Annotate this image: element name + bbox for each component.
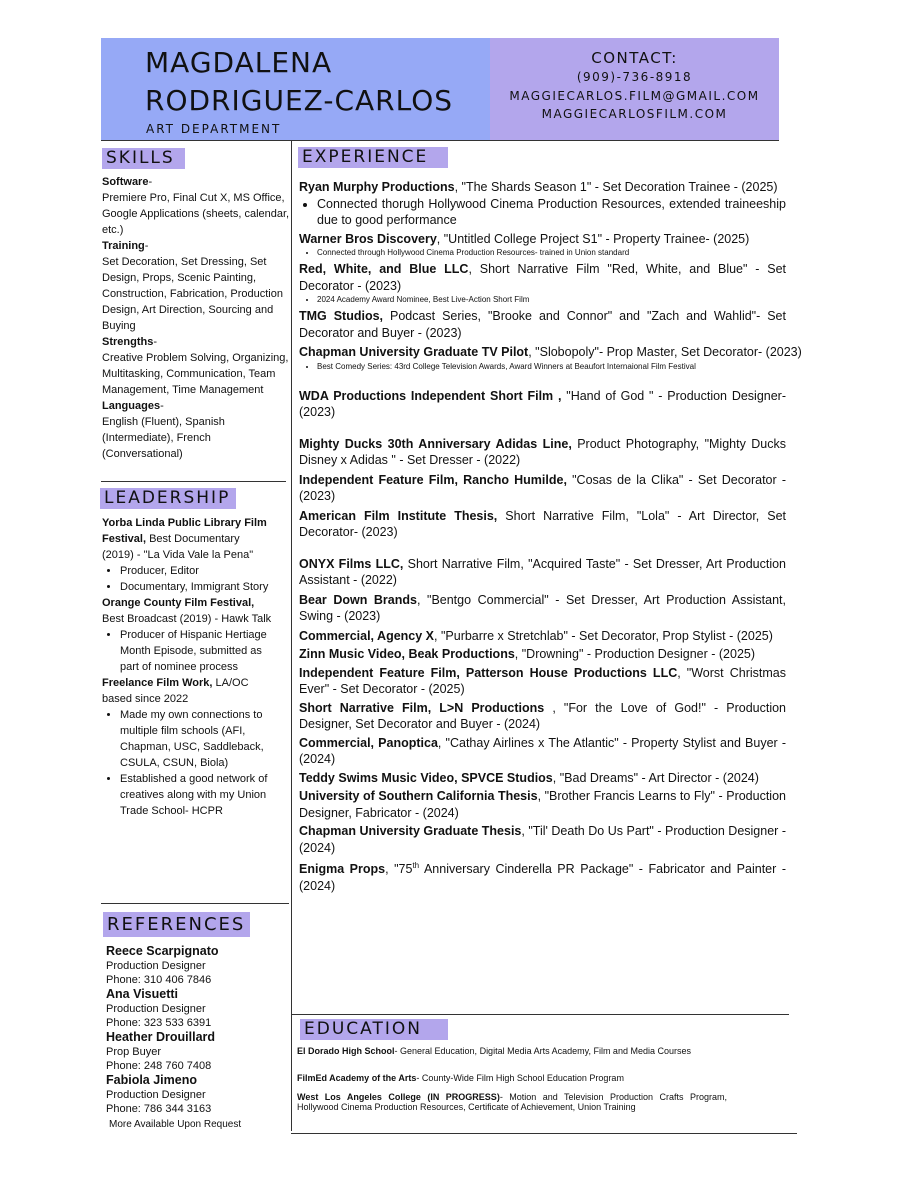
leadership-item: Freelance Film Work, LA/OC based since 2022 [102, 677, 249, 705]
leadership-item: Orange County Film Festival, Best Broadcast (2019) - Hawk Talk [102, 597, 272, 625]
experience-entry: TMG Studios, Podcast Series, "Brooke and Connor" and "Zach and Wahlid"- Set Decorator and Buyer - (2023) [299, 309, 786, 340]
skills-divider [101, 481, 286, 482]
experience-entry: Short Narrative Film, L>N Productions , "For the Love of God!" - Production Designer, Set Decorator and Buyer - (2024) [299, 700, 786, 731]
experience-section [299, 179, 802, 894]
reference-role: Production Designer [106, 1089, 206, 1101]
skills-languages-text: English (Fluent), Spanish (Intermediate), French (Conversational) [102, 416, 225, 460]
experience-entry: Independent Feature Film, Patterson House Productions LLC, "Worst Christmas Ever" - Set Decorator - (2025) [299, 665, 786, 696]
education-entry: El Dorado High School- General Education, Digital Media Arts Academy, Film and Media Courses [297, 1046, 691, 1056]
experience-entry: American Film Institute Thesis, Short Narrative Film, "Lola" - Art Director, Set Decorator- (2023) [299, 508, 787, 539]
name-last: RODRIGUEZ-CARLOS [145, 84, 454, 117]
contact-email: MAGGIECARLOS.FILM@GMAIL.COM [509, 89, 760, 103]
experience-entry: Zinn Music Video, Beak Productions, "Drowning" - Production Designer - (2025) [299, 647, 756, 661]
leadership-item: Yorba Linda Public Library Film Festival, Best Documentary (2019) - "La Vida Vale la Pena" [102, 517, 267, 561]
leadership-bullet: • Producer of Hispanic Hertiage Month Episode, submitted as part of nominee process [120, 627, 272, 675]
name-first: MAGDALENA [145, 46, 333, 79]
reference-phone: Phone: 310 406 7846 [106, 974, 212, 986]
reference-phone: Phone: 248 760 7408 [106, 1060, 212, 1072]
leadership-heading: LEADERSHIP [100, 488, 236, 509]
experience-entry: Commercial, Agency X, "Purbarre x Stretchlab" - Set Decorator, Prop Stylist - (2025) [299, 628, 773, 643]
experience-entry: Chapman University Graduate TV Pilot, "Slobopoly"- Prop Master, Set Decorator- (2023) [299, 345, 802, 359]
skills-software: Software- [102, 176, 153, 188]
skills-strengths-text: Creative Problem Solving, Organizing, Multitasking, Communication, Team Management, Time Management [102, 352, 289, 396]
reference-role: Production Designer [106, 1003, 206, 1015]
experience-heading: EXPERIENCE [298, 147, 448, 168]
experience-bullet: • Connected through Hollywood Cinema Production Resources- trained in Union standard [317, 247, 786, 259]
experience-bullet: • Connected thorugh Hollywood Cinema Production Resources, extended traineeship due to good performance [317, 196, 786, 229]
experience-bullet: • 2024 Academy Award Nominee, Best Live-Action Short Film [317, 294, 786, 306]
reference-phone: Phone: 786 344 3163 [106, 1103, 212, 1115]
skills-heading: SKILLS [102, 148, 185, 169]
education-entry: FilmEd Academy of the Arts- County-Wide Film High School Education Program [297, 1073, 624, 1083]
experience-entry: Independent Feature Film, Rancho Humilde, "Cosas de la Clika" - Set Decorator - (2023) [299, 472, 786, 503]
experience-entry: Ryan Murphy Productions, "The Shards Season 1" - Set Decoration Trainee - (2025) [299, 180, 778, 194]
experience-entry: University of Southern California Thesis, "Brother Francis Learns to Fly" - Production Designer, Fabricator - (2024) [299, 789, 786, 820]
experience-entry: Warner Bros Discovery, "Untitled College Project S1" - Property Trainee- (2025) [299, 231, 750, 246]
references-section [106, 944, 286, 1116]
reference-name: Ana Visuetti [106, 987, 179, 1001]
contact-heading: CONTACT: [591, 49, 678, 67]
experience-entry: Commercial, Panoptica, "Cathay Airlines x The Atlantic" - Property Stylist and Buyer - (2024) [299, 735, 786, 766]
reference-name: Heather Drouillard [106, 1030, 216, 1044]
experience-entry: Teddy Swims Music Video, SPVCE Studios, "Bad Dreams" - Art Director - (2024) [299, 770, 759, 785]
experience-entry: Enigma Props, "75th Anniversary Cinderella PR Package" - Fabricator and Painter - (2024) [299, 861, 786, 893]
leadership-section [102, 515, 272, 819]
experience-entry: Mighty Ducks 30th Anniversary Adidas Line, Product Photography, "Mighty Ducks Disney x Adidas " - Set Dresser - (2022) [299, 436, 786, 467]
reference-role: Production Designer [106, 960, 206, 972]
reference-name: Reece Scarpignato [106, 944, 219, 958]
experience-bullet: • Best Comedy Series: 43rd College Television Awards, Award Winners at Beaufort Internaional Film Festival [317, 361, 786, 373]
header-divider [101, 140, 779, 141]
leadership-bullet: • Established a good network of creatives along with my Union Trade School- HCPR [120, 771, 272, 819]
skills-training-text: Set Decoration, Set Dressing, Set Design, Props, Scenic Painting, Construction, Fabrication, Production Design, Art Direction, Sourcing and Buying [102, 256, 283, 332]
skills-software-text: Premiere Pro, Final Cut X, MS Office, Google Applications (sheets, calendar, etc.) [102, 192, 290, 236]
leadership-divider [101, 903, 289, 904]
contact-website: MAGGIECARLOSFILM.COM [541, 107, 728, 121]
reference-role: Prop Buyer [106, 1046, 162, 1058]
education-heading: EDUCATION [300, 1019, 448, 1040]
role-title: ART DEPARTMENT [146, 122, 282, 136]
reference-phone: Phone: 323 533 6391 [106, 1017, 212, 1029]
column-divider [291, 141, 292, 1131]
skills-strengths: Strengths- [102, 336, 158, 348]
references-more: More Available Upon Request [109, 1119, 242, 1130]
leadership-bullet: • Producer, Editor [120, 563, 272, 579]
references-heading: REFERENCES [103, 912, 250, 937]
experience-entry: Red, White, and Blue LLC, Short Narrative Film "Red, White, and Blue" - Set Decorator - (2023) [299, 262, 786, 293]
skills-training: Training- [102, 240, 149, 252]
reference-name: Fabiola Jimeno [106, 1073, 197, 1087]
experience-entry: WDA Productions Independent Short Film , "Hand of God " - Production Designer- (2023) [299, 388, 787, 419]
experience-entry: Bear Down Brands, "Bentgo Commercial" - Set Dresser, Art Production Assistant, Swing - (2023) [299, 592, 786, 623]
skills-section [102, 174, 290, 462]
leadership-bullet: • Made my own connections to multiple film schools (AFI, Chapman, USC, Saddleback, CSULA, CSUN, Biola) [120, 707, 272, 771]
leadership-bullet: • Documentary, Immigrant Story [120, 579, 272, 595]
experience-entry: ONYX Films LLC, Short Narrative Film, "Acquired Taste" - Set Dresser, Art Production Assistant - (2022) [299, 556, 786, 587]
bottom-divider [291, 1133, 797, 1134]
education-entry: West Los Angeles College (IN PROGRESS)- Motion and Television Production Crafts Program, Hollywood Cinema Production Resources, Certificate of Achievement, Union Training [297, 1092, 727, 1112]
skills-languages: Languages- [102, 400, 164, 412]
contact-phone: (909)-736-8918 [576, 70, 693, 84]
education-divider [291, 1014, 789, 1015]
experience-entry: Chapman University Graduate Thesis, "Til' Death Do Us Part" - Production Designer - (2024) [299, 824, 786, 855]
